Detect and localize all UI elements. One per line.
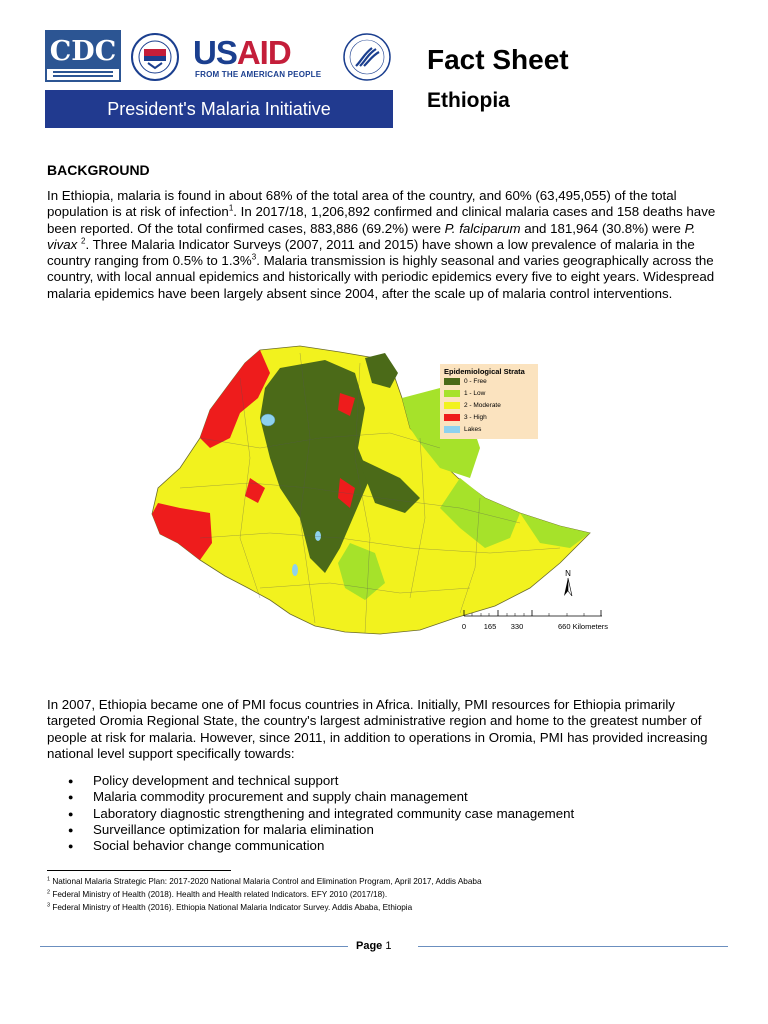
scale-tick-label: 660 Kilometers [558, 622, 609, 631]
cdc-logo-letters: CDC [49, 36, 117, 67]
legend-item: 0 - Free [444, 378, 487, 386]
background-heading: BACKGROUND [47, 162, 150, 178]
legend-item: 1 - Low [444, 390, 485, 398]
pmi-paragraph: In 2007, Ethiopia became one of PMI focus countries in Africa. Initially, PMI resources for Ethiopia primarily targeted Oromia Regional State, the country's largest administrative region and home to the greatest number of people at risk for malaria. However, since 2011, in addition to operations in Oromia, PMI has provided increasing national level support specifically towards: [47, 697, 708, 761]
footer-rule [418, 946, 728, 947]
footnote: $^2$ Federal Ministry of Health (2018). Health and Health related Indicators. EFY 2010 (2017/18). [47, 889, 388, 899]
legend-swatch [444, 402, 460, 409]
footnote: $^3$ Federal Ministry of Health (2016). Ethiopia National Malaria Indicator Survey. Addis Ababa, Ethiopia [47, 902, 413, 912]
list-item: ● Social behavior change communication [60, 838, 574, 854]
list-item: ● Laboratory diagnostic strengthening and integrated community case management [60, 806, 574, 822]
legend-item: Lakes [444, 426, 481, 434]
pmi-support-list [60, 773, 574, 854]
ethiopia-malaria-strata-map [140, 338, 630, 638]
footer-rule [40, 946, 348, 947]
legend-item: 2 - Moderate [444, 402, 501, 410]
legend-swatch [444, 426, 460, 433]
footnote: $^1$ National Malaria Strategic Plan: 2017-2020 National Malaria Control and Elimination Program, April 2017, Addis Ababa [47, 876, 482, 886]
hhs-seal-icon [342, 32, 392, 82]
logo-block [45, 30, 393, 128]
legend-item: 3 - High [444, 414, 487, 422]
pmi-banner [45, 90, 393, 128]
legend-swatch [444, 378, 460, 385]
scale-tick-label: 330 [510, 622, 524, 631]
legend-swatch [444, 390, 460, 397]
page-subtitle: Ethiopia [427, 89, 510, 112]
legend-swatch [444, 414, 460, 421]
page-number: Page 1 [356, 940, 392, 952]
background-paragraph: In Ethiopia, malaria is found in about 68% of the total area of the country, and 60% (63,495,055) of the total population is at risk of infection$^1$. In 2017/18, 1,206,892 confirmed and clinical malaria cases and 158 deaths have been reported. Of the total confirmed cases, 883,886 (69.2%) were P. falciparum and 181,964 (30.8%) were P. vivax $^2$. Three Malaria Indicator Surveys (2007, 2011 and 2015) have shown a low prevalence of malaria in the country ranging from 0.5% to 1.3%$^3$. Malaria transmission is highly seasonal and varies geographically across the country, with local annual epidemics and historically with periodic epidemics every five to eight years. Widespread malaria epidemics have been largely absent since 2004, after the scale up of malaria control interventions. [47, 188, 716, 301]
usaid-tagline: FROM THE AMERICAN PEOPLE [195, 70, 322, 79]
list-item: ● Surveillance optimization for malaria elimination [60, 822, 574, 838]
page-title: Fact Sheet [427, 44, 569, 75]
usaid-seal-icon [130, 32, 180, 82]
list-item: ● Policy development and technical support [60, 773, 574, 789]
list-item: ● Malaria commodity procurement and supply chain management [60, 789, 574, 805]
usaid-wordmark: USAID [193, 34, 291, 71]
north-label: N [565, 569, 571, 578]
map-legend [440, 364, 538, 439]
north-arrow-icon [561, 568, 575, 598]
pmi-banner-text: President's Malaria Initiative [107, 99, 331, 119]
cdc-logo [45, 30, 121, 82]
footnote-divider [47, 870, 231, 871]
scale-tick-label: 0 [462, 622, 467, 631]
scale-tick-label: 165 [483, 622, 497, 631]
scale-bar [462, 606, 622, 636]
legend-title: Epidemiological Strata [444, 367, 525, 376]
